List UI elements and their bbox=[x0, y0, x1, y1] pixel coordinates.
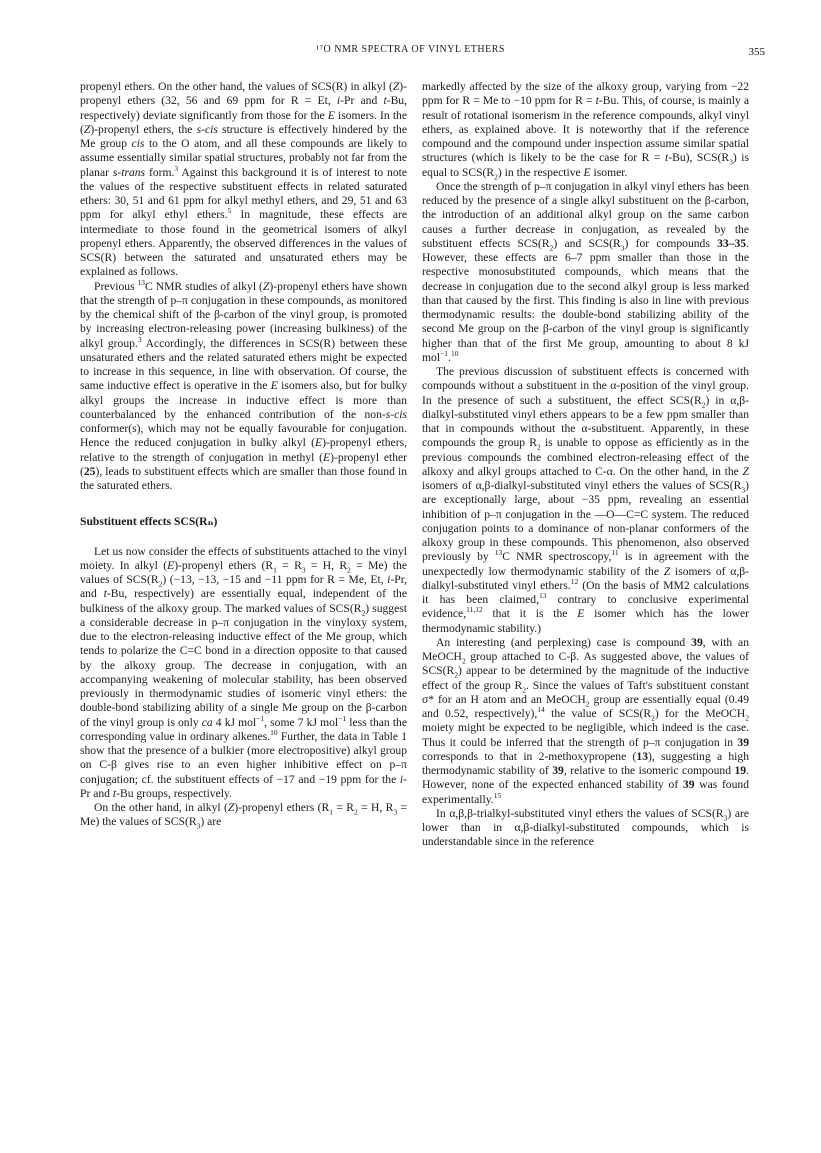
running-head: ¹⁷O NMR SPECTRA OF VINYL ETHERS bbox=[316, 44, 505, 55]
page-header bbox=[0, 44, 821, 64]
paragraph: markedly affected by the size of the alkoxy group, varying from −22 ppm for R = Me to −10 ppm for R = t-Bu. This, of course, is mainly a result of rotational isomerism in the reference compounds, alkyl vinyl ethers, as explained above. It is noteworthy that if the reference compound and the compound under inspection assume similar spatial structures (which is likely to be the case for R = t-Bu), $SCS(R_3)$ is equal to $SCS(R_2)$ in the respective E isomer. bbox=[422, 80, 750, 181]
paragraph: The previous discussion of substituent effects is concerned with compounds without a substituent in the α-position of the vinyl group. In the presence of such a substituent, the effect $SCS(R_2)$ in α,β-dialkyl-substituted vinyl ethers appears to be a few ppm smaller than that in compounds without the α-substituent. Apparently, in these compounds the group $R_2$ is unable to oppose as efficiently as in the previous compounds the combined electron-releasing effect of the alkoxy and alkyl groups attached to C-α. On the other hand, in the Z isomers of α,β-dialkyl-substituted vinyl ethers the values of $SCS(R_3)$ are exceptionally large, about −35 ppm, revealing an essential inhibition of p–π conjugation in the —O—C=C system. The reduced conjugation points to a dominance of non-planar conformers of the alkoxy group in these compounds. This phenomenon, also observed previously by $^{13}$C NMR spectroscopy,$^{11}$ is in agreement with the unexpectedly low thermodynamic stability of the Z isomers of α,β-dialkyl-substituted vinyl ethers.$^{12}$ (On the basis of MM2 calculations it has been claimed,$^{13}$ contrary to conclusive experimental evidence,$^{11,12}$ that it is the E isomer which has the lower thermodynamic stability.) bbox=[422, 365, 750, 635]
right-column bbox=[422, 80, 749, 850]
paragraph: propenyl ethers. On the other hand, the values of SCS(R) in alkyl (Z)-propenyl ethers (32, 56 and 69 ppm for R = Et, i-Pr and t-Bu, respectively) deviate significantly from those for the E isomers. In the (Z)-propenyl ethers, the s-cis structure is effectively hindered by the Me group cis to the O atom, and all these compounds are likely to assume essentially similar spatial structures, probably not far from the planar s-trans form.$^3$ Against this background it is of interest to note the values of the respective substituent effects in related saturated ethers: 30, 51 and 61 ppm for alkyl methyl ethers, and 29, 51 and 63 ppm for alkyl ethyl ethers.$^5$ In magnitude, these effects are intermediate to those found in the geometrical isomers of alkyl propenyl ethers. Apparently, the observed differences in the values of SCS(R) between the saturated and unsaturated ethers may be explained as follows. bbox=[80, 80, 407, 279]
left-column bbox=[80, 80, 407, 830]
page-number: 355 bbox=[748, 46, 765, 58]
section-heading: Substituent effects SCS(Rₙ) bbox=[80, 515, 218, 529]
paragraph: Let us now consider the effects of substituents attached to the vinyl moiety. In alkyl (E)-propenyl ethers ($R_1 = R_3 = H$, $R_2 = Me$) the values of $SCS(R_2)$ (−13, −13, −15 and −11 ppm for R = Me, Et, i-Pr, and t-Bu, respectively) are essentially equal, independent of the bulkiness of the alkoxy group. The marked values of $SCS(R_2)$ suggest a considerable decrease in p–π conjugation in the vinyloxy system, due to the electron-releasing inductive effect of the Me group, which tends to polarize the C=C bond in a direction opposite to that caused by the alkoxy group. The decrease in conjugation, with an accompanying weakening of molecular stability, has been observed previously in thermodynamic studies of isomeric vinyl ethers: the double-bond stabilizing ability of a single Me group on the β-carbon of the vinyl group is only ca 4 kJ mol$^{-1}$, some 7 kJ mol$^{-1}$ less than the corresponding value in ordinary alkenes.$^{10}$ Further, the data in Table 1 show that the presence of a bulkier (more electropositive) alkyl group on C-β gives rise to an even higher inhibitive effect on p–π conjugation; cf. the substituent effects of −17 and −19 ppm for the i-Pr and t-Bu groups, respectively. bbox=[80, 544, 408, 800]
paragraph: An interesting (and perplexing) case is compound 39, with an MeOCH$_2$ group attached to C-β. As suggested above, the values of $SCS(R_2)$ appear to be determined by the magnitude of the inductive effect of the group $R_2$. Since the values of Taft's substituent constant σ* for an H atom and an MeOCH$_2$ group are essentially equal (0.49 and 0.52, respectively),$^{14}$ the value of $SCS(R_2)$ for the MeOCH$_2$ moiety might be expected to be negligible, which indeed is the case. Thus it could be inferred that the strength of p–π conjugation in 39 corresponds to that in 2-methoxypropene (13), suggesting a high thermodynamic stability of 39, relative to the isomeric compound 19. However, none of the expected enhanced stability of 39 was found experimentally.$^{15}$ bbox=[422, 635, 750, 806]
paragraph: On the other hand, in alkyl (Z)-propenyl ethers ($R_1 = R_2 = H$, $R_3 = Me$) the values of $SCS(R_3)$ are bbox=[80, 801, 407, 831]
paragraph: Once the strength of p–π conjugation in alkyl vinyl ethers has been reduced by the presence of a single alkyl substituent on the β-carbon, the introduction of an additional alkyl group on the same carbon causes a further decrease in conjugation, as revealed by the substituent effects $SCS(R_2)$ and $SCS(R_3)$ for compounds 33–35. However, these effects are 6–7 ppm smaller than those in the respective monosubstituted compounds, which means that the decrease in conjugation due to the second alkyl group is less marked than that caused by the first. This finding is also in line with previous thermodynamic results: the double-bond stabilizing ability of the second Me group on the β-carbon of the vinyl group is significantly higher than that of the first Me group, amounting to about 8 kJ mol$^{-1}$.$^{10}$ bbox=[422, 179, 749, 364]
paragraph: Previous $^{13}$C NMR studies of alkyl (Z)-propenyl ethers have shown that the strength of p–π conjugation in these compounds, as monitored by the chemical shift of the β-carbon of the vinyl group, is promoted by increasing electron-releasing power (increasing bulkiness) of the alkyl group.$^3$ Accordingly, the differences in SCS(R) between these unsaturated ethers and the related saturated ethers might be expected to increase in this sequence, in line with observation. Of course, the same inductive effect is operative in the E isomers also, but for bulky alkyl groups the increase in inductive effect is more than counterbalanced by the enhanced contribution of the non-s-cis conformer(s), which may not be equally favourable for conjugation. Hence the reduced conjugation in bulky alkyl (E)-propenyl ethers, relative to the strength of conjugation in methyl (E)-propenyl ether (25), leads to substituent effects which are smaller than those found in the saturated ethers. bbox=[80, 277, 407, 492]
paragraph: In α,β,β-trialkyl-substituted vinyl ethers the values of $SCS(R_3)$ are lower than in α,β-dialkyl-substituted compounds, which is understandable since in the reference bbox=[422, 806, 749, 849]
